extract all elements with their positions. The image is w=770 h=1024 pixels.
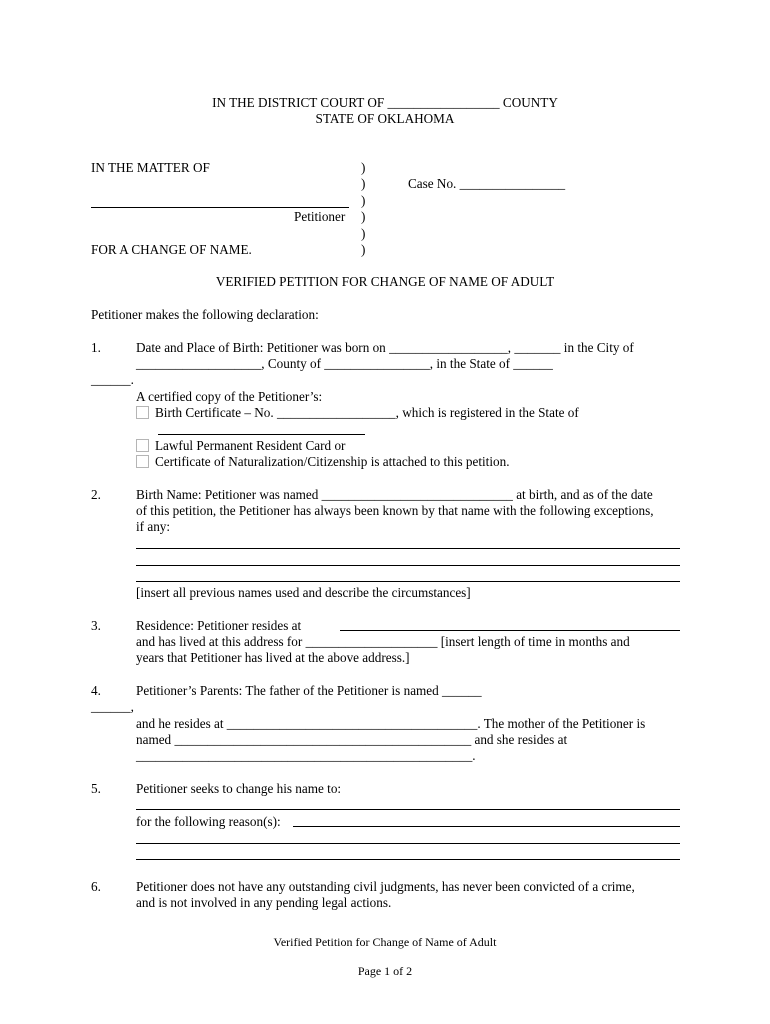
court-heading: IN THE DISTRICT COURT OF _________________ COUNTY [212, 95, 558, 110]
caption-paren: ) [361, 209, 366, 224]
birth-name-line: if any: [136, 519, 171, 534]
matter-of-label: IN THE MATTER OF [91, 160, 210, 175]
residence-label: Residence: Petitioner resides at [136, 618, 302, 633]
section-number: 5. [91, 781, 101, 796]
caption-paren: ) [361, 160, 366, 175]
section-number: 4. [91, 683, 101, 698]
birth-state-continuation: ______. [91, 372, 134, 387]
previous-names-blank[interactable] [136, 565, 680, 566]
state-heading: STATE OF OKLAHOMA [315, 111, 455, 126]
resident-card-label: Lawful Permanent Resident Card or [155, 438, 346, 453]
birth-state-blank[interactable] [158, 434, 365, 435]
section-number: 2. [91, 487, 101, 502]
resident-card-checkbox[interactable] [136, 439, 149, 452]
birth-certificate-checkbox[interactable] [136, 406, 149, 419]
new-name-blank[interactable] [136, 809, 680, 810]
page-number: Page 1 of 2 [357, 964, 413, 978]
birth-name-line: of this petition, the Petitioner has always been known by that name with the following exceptions, [136, 503, 654, 518]
reasons-blank[interactable] [136, 859, 680, 860]
previous-names-note: [insert all previous names used and describe the circumstances] [136, 585, 471, 600]
change-of-name-label: FOR A CHANGE OF NAME. [91, 242, 252, 257]
intro-text: Petitioner makes the following declaration: [91, 307, 319, 322]
caption-paren: ) [361, 242, 366, 257]
naturalization-checkbox[interactable] [136, 455, 149, 468]
new-name-label: Petitioner seeks to change his name to: [136, 781, 342, 796]
footer-title: Verified Petition for Change of Name of Adult [273, 935, 497, 949]
parents-line: ______, [91, 699, 134, 714]
judgments-line: and is not involved in any pending legal actions. [136, 895, 392, 910]
case-number-field[interactable]: Case No. ________________ [408, 176, 566, 191]
parents-line: ___________________________________________________. [136, 748, 476, 763]
parents-line: Petitioner’s Parents: The father of the Petitioner is named ______ [136, 683, 482, 698]
parents-line: named _____________________________________________ and she resides at [136, 732, 568, 747]
section-number: 3. [91, 618, 101, 633]
caption-paren: ) [361, 193, 366, 208]
petitioner-label: Petitioner [294, 209, 346, 224]
section-number: 6. [91, 879, 101, 894]
birth-date-line: Date and Place of Birth: Petitioner was born on __________________, _______ in the City of [136, 340, 634, 355]
petitioner-name-blank[interactable] [91, 207, 349, 208]
previous-names-blank[interactable] [136, 581, 680, 582]
reasons-blank[interactable] [293, 826, 680, 827]
judgments-line: Petitioner does not have any outstanding civil judgments, has never been convicted of a crime, [136, 879, 635, 894]
naturalization-label: Certificate of Naturalization/Citizenship is attached to this petition. [155, 454, 510, 469]
petition-title: VERIFIED PETITION FOR CHANGE OF NAME OF ADULT [215, 274, 555, 289]
certified-copy-label: A certified copy of the Petitioner’s: [136, 389, 323, 404]
residence-duration-line: and has lived at this address for ____________________ [insert length of time in months and [136, 634, 630, 649]
birth-name-line: Birth Name: Petitioner was named _____________________________ at birth, and as of the date [136, 487, 653, 502]
residence-address-blank[interactable] [340, 630, 680, 631]
reasons-blank[interactable] [136, 843, 680, 844]
previous-names-blank[interactable] [136, 548, 680, 549]
residence-duration-line: years that Petitioner has lived at the above address.] [136, 650, 410, 665]
caption-paren: ) [361, 176, 366, 191]
birth-certificate-label: Birth Certificate – No. __________________, which is registered in the State of [155, 405, 579, 420]
parents-line: and he resides at ______________________________________. The mother of the Petitioner is [136, 716, 646, 731]
caption-paren: ) [361, 226, 366, 241]
birth-county-line: ___________________, County of ________________, in the State of ______ [136, 356, 553, 371]
reasons-label: for the following reason(s): [136, 814, 281, 829]
section-number: 1. [91, 340, 101, 355]
